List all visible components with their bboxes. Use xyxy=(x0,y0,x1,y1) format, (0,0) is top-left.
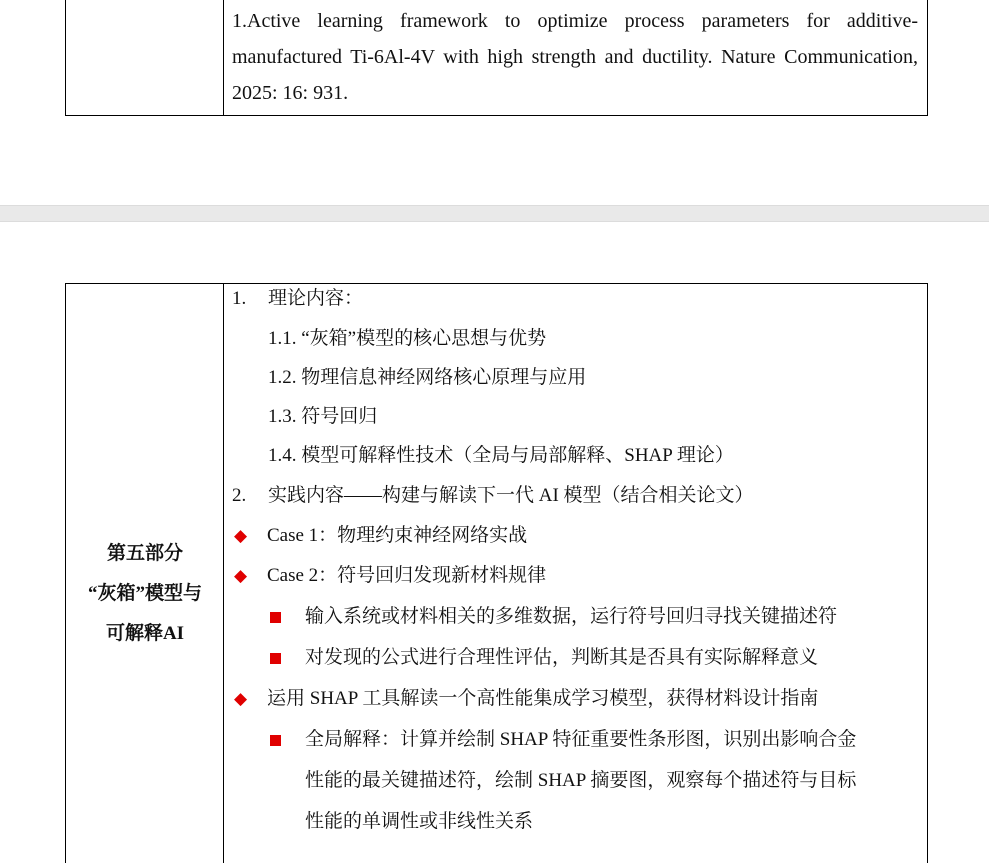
case-2-step-a: 输入系统或材料相关的多维数据，运行符号回归寻找关键描述符 xyxy=(305,606,838,627)
course-table-left-cell xyxy=(66,284,224,863)
page-upper xyxy=(0,0,989,205)
outline-item-1: 理论内容： xyxy=(268,288,364,309)
square-bullet-icon xyxy=(270,612,281,623)
section-title-line-2: “灰箱”模型与 xyxy=(87,583,202,604)
shap-global-line-3: 性能的单调性或非线性关系 xyxy=(305,811,534,832)
outline-item-2-number: 2. xyxy=(232,485,247,506)
course-table-right-cell xyxy=(224,284,927,863)
page-lower xyxy=(0,222,989,849)
reference-citation: 1.Active learning framework to optimize process parameters for additive-manufactured Ti-6Al-4V with high strength and ductility. Nature Communication, 2025: 16: 931. xyxy=(232,10,918,104)
square-bullet-icon xyxy=(270,735,281,746)
section-title-line-3: 可解释AI xyxy=(105,623,185,644)
outline-item-1-4: 1.4. 模型可解释性技术（全局与局部解释、SHAP 理论） xyxy=(268,445,734,466)
shap-global-line-2: 性能的最关键描述符，绘制 SHAP 摘要图，观察每个描述符与目标 xyxy=(305,770,857,791)
outline-item-1-2: 1.2. 物理信息神经网络核心原理与应用 xyxy=(268,367,587,388)
page-separator xyxy=(0,205,989,222)
outline-item-2: 实践内容——构建与解读下一代 AI 模型（结合相关论文） xyxy=(268,485,754,506)
reference-table xyxy=(65,0,928,116)
section-title xyxy=(66,534,224,654)
shap-item: 运用 SHAP 工具解读一个高性能集成学习模型，获得材料设计指南 xyxy=(267,688,819,709)
outline-item-1-number: 1. xyxy=(232,288,247,309)
diamond-bullet-icon: ◆ xyxy=(234,526,248,545)
case-2-step-b: 对发现的公式进行合理性评估，判断其是否具有实际解释意义 xyxy=(305,647,819,668)
course-table xyxy=(65,283,928,863)
outline-item-1-1: 1.1. “灰箱”模型的核心思想与优势 xyxy=(268,328,547,349)
case-2: Case 2：符号回归发现新材料规律 xyxy=(267,565,547,586)
reference-table-left-cell xyxy=(66,0,224,115)
square-bullet-icon xyxy=(270,653,281,664)
shap-global-line-1: 全局解释：计算并绘制 SHAP 特征重要性条形图，识别出影响合金 xyxy=(305,729,857,750)
case-1: Case 1：物理约束神经网络实战 xyxy=(267,525,528,546)
section-title-line-1: 第五部分 xyxy=(106,543,183,564)
diamond-bullet-icon: ◆ xyxy=(234,689,248,708)
reference-table-right-cell xyxy=(224,0,927,115)
diamond-bullet-icon: ◆ xyxy=(234,566,248,585)
outline-item-1-3: 1.3. 符号回归 xyxy=(268,406,378,427)
